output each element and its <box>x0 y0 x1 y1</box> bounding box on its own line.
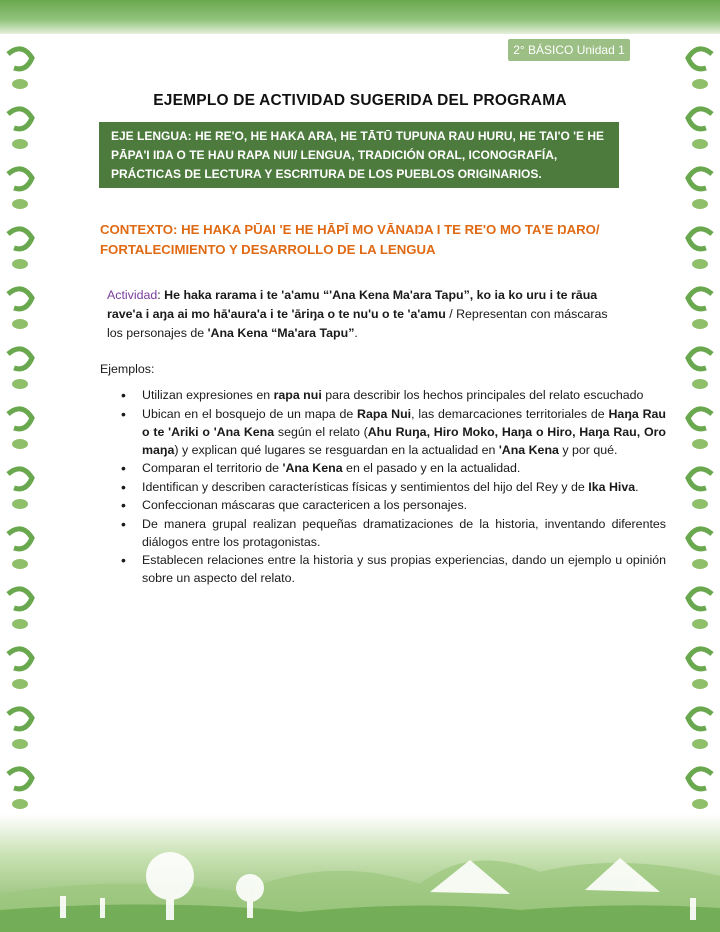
grade-badge: 2° BÁSICO Unidad 1 <box>508 39 630 61</box>
top-decorative-bar <box>0 0 720 34</box>
item-text: para describir los hechos principales del relato escuchado <box>321 388 644 402</box>
activity-spanish-text: Representan con máscaras los personajes de <box>107 307 608 340</box>
list-item <box>142 459 666 477</box>
item-bold: Ahu Ruŋa, Hiro Moko, Haŋa o Hiro, Haŋa Rau, Oro maŋa <box>142 424 666 457</box>
page-title: EJEMPLO DE ACTIVIDAD SUGERIDA DEL PROGRAMA <box>153 92 567 109</box>
eje-banner: EJE LENGUA: HE RE'O, HE HAKA ARA, HE TĀTŪ TUPUNA RAU HURU, HE TAI'O 'E HE PĀPA'I IŊA O TE HAU RAPA NUI/ LENGUA, TRADICIÓN ORAL, ICONOGRAFÍA, PRÁCTICAS DE LECTURA Y ESCRITURA DE LOS PUEBLOS ORIGINARIOS. <box>99 122 619 188</box>
activity-rapanui-text: He haka rarama i te 'a'amu “'Ana Kena Ma'ara Tapu”, ko ia ko uru i te rāua rave'a i aŋa ai mo hā'aura'a i te 'āriŋa o te nu'u o te 'a'amu <box>107 288 598 321</box>
activity-story-title: 'Ana Kena “Ma'ara Tapu” <box>207 326 355 340</box>
item-text: Comparan el territorio de <box>142 461 283 475</box>
right-decorative-border <box>680 34 720 834</box>
examples-label: Ejemplos: <box>100 362 155 376</box>
item-bold: 'Ana Kena <box>282 461 343 475</box>
examples-list <box>100 386 666 588</box>
item-bold: rapa nui <box>273 388 322 402</box>
list-item <box>142 515 666 551</box>
item-text: Confeccionan máscaras que caractericen a los personajes. <box>142 498 468 512</box>
list-item <box>142 405 666 459</box>
item-bold: 'Ana Kena <box>498 442 559 457</box>
item-bold: Ika Hiva <box>588 479 636 494</box>
item-text: Identifican y describen características físicas y sentimientos del hijo del Rey y de <box>142 479 589 494</box>
item-text: ) y explican qué lugares se resguardan en la actualidad en <box>174 442 499 457</box>
list-item <box>142 551 666 587</box>
item-text: , las demarcaciones territoriales de <box>411 406 609 421</box>
item-bold: Haŋa Rau o te 'Ariki o 'Ana Kena <box>142 406 666 439</box>
left-decorative-border <box>0 34 40 834</box>
item-text: y por qué. <box>558 442 618 457</box>
list-item <box>142 386 666 404</box>
item-text: en el pasado y en la actualidad. <box>342 461 521 475</box>
activity-label: Actividad <box>107 288 158 302</box>
list-item <box>142 478 666 496</box>
item-bold: Rapa Nui <box>357 406 412 421</box>
context-heading: CONTEXTO: HE HAKA PŪAI 'E HE HĀPĪ MO VĀNAŊA I TE RE'O MO TA'E ŊARO/ FORTALECIMIENTO Y DESARROLLO DE LA LENGUA <box>100 222 600 257</box>
item-text: Utilizan expresiones en <box>142 388 274 402</box>
item-text: según el relato ( <box>274 424 368 439</box>
activity-paragraph: Actividad: He haka rarama i te 'a'amu “'Ana Kena Ma'ara Tapu”, ko ia ko uru i te rāua rave'a i aŋa ai mo hā'aura'a i te 'āriŋa o te nu'u o te 'a'amu / Representan con máscaras los personajes de 'Ana Kena “Ma'ara Tapu”. <box>107 288 608 340</box>
list-item <box>142 496 666 514</box>
item-text: . <box>635 479 639 494</box>
item-text: De manera grupal realizan pequeñas dramatizaciones de la historia, inventando diferentes diálogos entre los protagonistas. <box>142 516 666 549</box>
landscape-footer-illustration <box>0 814 720 932</box>
item-text: Ubican en el bosquejo de un mapa de <box>142 406 358 421</box>
item-text: Establecen relaciones entre la historia y sus propias experiencias, dando un ejemplo u opinión sobre un aspecto del relato. <box>142 553 666 585</box>
